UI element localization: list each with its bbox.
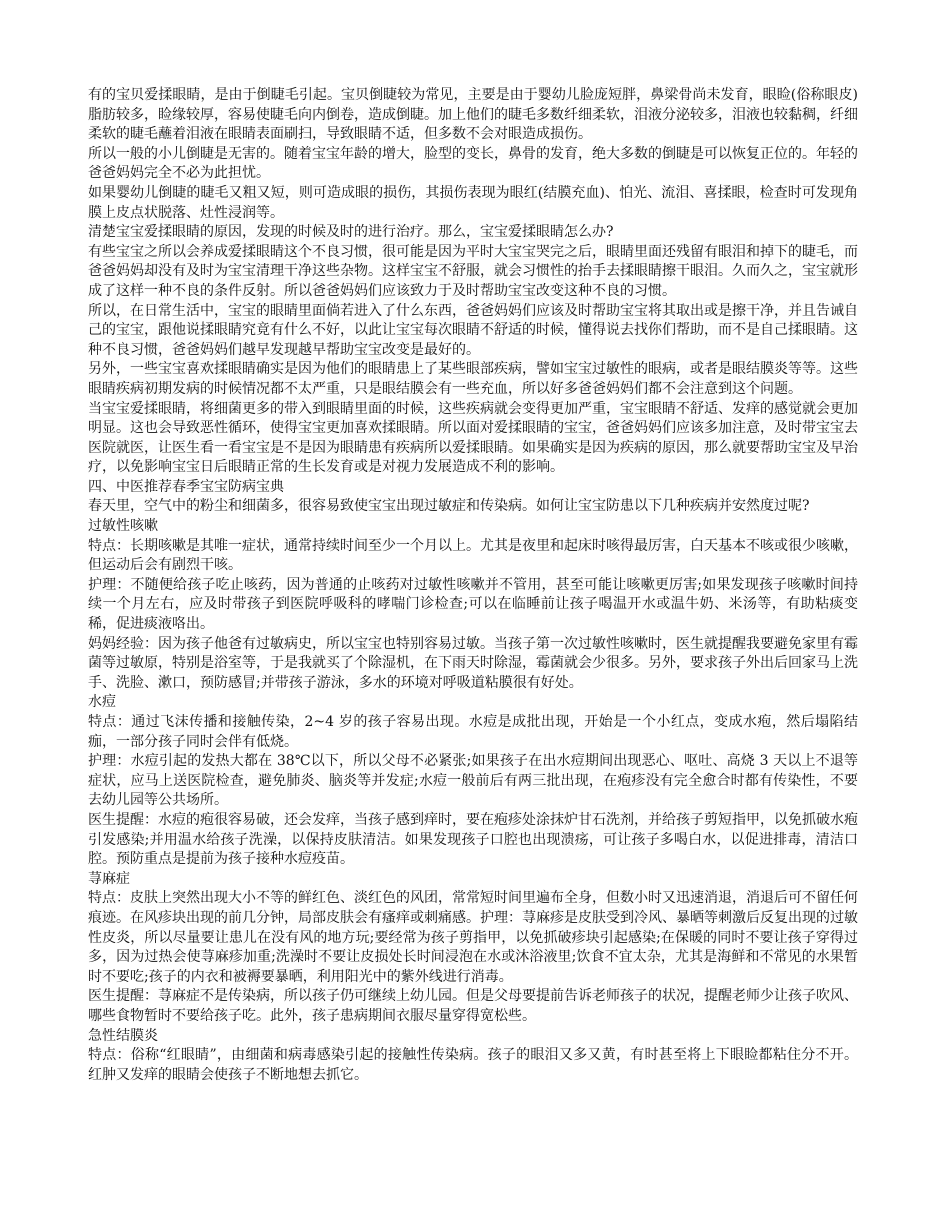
subheading-conjunctivitis: 急性结膜炎 [88,1027,158,1044]
paragraph-daily-life: 所以，在日常生活中，宝宝的眼睛里面倘若进入了什么东西，爸爸妈妈们应该及时帮助宝宝将其取出或是擦干净，并且告诫自己的宝宝，跟他说揉眼睛究竟有什么不好，以此让宝宝每次眼睛不舒适的时候，懂得说去找你们帮助，而不是自己揉眼睛。这种不良习惯，爸爸妈妈们越早发现越早帮助宝宝改变是最好的。 [88,302,858,358]
paragraph-chickenpox-doctor: 医生提醒：水痘的疱很容易破，还会发痒，当孩子感到痒时，要在疱疹处涂抹炉甘石洗剂，并给孩子剪短指甲，以免抓破水疱引发感染;并用温水给孩子洗澡，以保持皮肤清洁。如果发现孩子口腔也出现溃疡，可让孩子多喝白水，以促进排毒，清洁口腔。预防重点是提前为孩子接种水痘疫苗。 [88,811,858,868]
subheading-chickenpox: 水痘 [88,694,116,711]
paragraph-chickenpox-care: 护理：水痘引起的发热大都在 38℃以下，所以父母不必紧张;如果孩子在出水痘期间出现恶心、呕吐、高烧 3 天以上不退等症状，应马上送医院检查，避免肺炎、脑炎等并发症;水痘一般前后有两三批出现，在疱疹没有完全愈合时都有传染性，不要去幼儿园等公共场所。 [88,753,858,809]
paragraph-inverted-eyelash-damage: 如果婴幼儿倒睫的睫毛又粗又短，则可造成眼的损伤，其损伤表现为眼红(结膜充血)、怕光、流泪、喜揉眼，检查时可发现角膜上皮点状脱落、灶性浸润等。 [88,184,858,221]
paragraph-urticaria-doctor: 医生提醒：荨麻症不是传染病，所以孩子仍可继续上幼儿园。但是父母要提前告诉老师孩子的状况，提醒老师少让孩子吹风、哪些食物暂时不要给孩子吃。此外，孩子患病期间衣服尽量穿得宽松些。 [88,988,858,1024]
paragraph-vicious-cycle: 当宝宝爱揉眼睛，将细菌更多的带入到眼睛里面的时候，这些疾病就会变得更加严重，宝宝眼睛不舒适、发痒的感觉就会更加明显。这也会导致恶性循环，使得宝宝更加喜欢揉眼睛。所以面对爱揉眼睛的宝宝，爸爸妈妈们应该多加注意，及时带宝宝去医院就医，让医生看一看宝宝是不是因为眼睛患有疾病所以爱揉眼睛。如果确实是因为疾病的原因，那么就要帮助宝宝及早治疗，以免影响宝宝日后眼睛正常的生长发育或是对视力发展造成不利的影响。 [88,400,858,476]
paragraph-cough-features: 特点：长期咳嗽是其唯一症状，通常持续时间至少一个月以上。尤其是夜里和起床时咳得最厉害，白天基本不咳或很少咳嗽，但运动后会有剧烈干咳。 [88,537,858,574]
section-heading-spring-guide: 四、中医推荐春季宝宝防病宝典 [88,478,284,495]
paragraph-conjunctivitis-features: 特点：俗称“红眼睛”，由细菌和病毒感染引起的接触性传染病。孩子的眼泪又多又黄，有时甚至将上下眼睑都粘住分不开。红肿又发痒的眼睛会使孩子不断地想去抓它。 [88,1047,858,1083]
paragraph-what-to-do: 清楚宝宝爱揉眼睛的原因，发现的时候及时的进行治疗。那么，宝宝爱揉眼睛怎么办? [88,224,614,241]
paragraph-inverted-eyelash-cause: 有的宝贝爱揉眼睛，是由于倒睫毛引起。宝贝倒睫较为常见，主要是由于婴幼儿脸庞短胖，鼻梁骨尚未发育，眼睑(俗称眼皮)脂肪较多，睑缘较厚，容易使睫毛向内倒卷，造成倒睫。加上他们的睫毛多数纤细柔软，泪液分泌较多，泪液也较黏稠，纤细柔软的睫毛蘸着泪液在眼睛表面刷扫，导致眼睛不适，但多数不会对眼造成损伤。 [88,87,858,143]
paragraph-bad-habit: 有些宝宝之所以会养成爱揉眼睛这个不良习惯，很可能是因为平时大宝宝哭完之后，眼睛里面还残留有眼泪和掉下的睫毛，而爸爸妈妈却没有及时为宝宝清理干净这些杂物。这样宝宝不舒服，就会习惯性的抬手去揉眼睛擦干眼泪。久而久之，宝宝就形成了这样一种不良的条件反射。所以爸爸妈妈们应该致力于及时帮助宝宝改变这种不良的习惯。 [88,243,858,299]
paragraph-eye-disease: 另外，一些宝宝喜欢揉眼睛确实是因为他们的眼睛患上了某些眼部疾病，譬如宝宝过敏性的眼病，或者是眼结膜炎等等。这些眼睛疾病初期发病的时候情况都不太严重，只是眼结膜会有一些充血，所以好多爸爸妈妈们都不会注意到这个问题。 [88,361,858,397]
paragraph-cough-care: 护理：不随便给孩子吃止咳药，因为普通的止咳药对过敏性咳嗽并不管用，甚至可能让咳嗽更厉害;如果发现孩子咳嗽时间持续一个月左右，应及时带孩子到医院呼吸科的哮喘门诊检查;可以在临睡前让孩子喝温开水或温牛奶、米汤等，有助粘痰变稀，促进痰液咯出。 [88,576,858,633]
paragraph-spring-intro: 春天里，空气中的粉尘和细菌多，很容易致使宝宝出现过敏症和传染病。如何让宝宝防患以下几种疾病并安然度过呢? [88,498,810,515]
paragraph-chickenpox-features: 特点：通过飞沫传播和接触传染，2~4 岁的孩子容易出现。水痘是成批出现，开始是一个小红点，变成水疱，然后塌陷结痂，一部分孩子同时会伴有低烧。 [88,714,858,750]
paragraph-cough-mom-experience: 妈妈经验：因为孩子他爸有过敏病史，所以宝宝也特别容易过敏。当孩子第一次过敏性咳嗽时，医生就提醒我要避免家里有霉菌等过敏原，特别是浴室等，于是我就买了个除湿机，在下雨天时除湿，霉菌就会少很多。另外，要求孩子外出后回家马上洗手、洗脸、漱口，预防感冒;并带孩子游泳，多水的环境对呼吸道粘膜很有好处。 [88,635,858,691]
paragraph-inverted-eyelash-harmless: 所以一般的小儿倒睫是无害的。随着宝宝年龄的增大，脸型的变长，鼻骨的发育，绝大多数的倒睫是可以恢复正位的。年轻的爸爸妈妈完全不必为此担忧。 [88,145,858,182]
paragraph-urticaria-features: 特点：皮肤上突然出现大小不等的鲜红色、淡红色的风团，常常短时间里遍布全身，但数小时又迅速消退，消退后可不留任何痕迹。在风疹块出现的前几分钟，局部皮肤会有瘙痒或刺痛感。护理：荨麻疹是皮肤受到冷风、暴晒等刺激后反复出现的过敏性皮炎，所以尽量要让患儿在没有风的地方玩;要经常为孩子剪指甲，以免抓破疹块引起感染;在保暖的同时不要让孩子穿得过多，因为过热会使荨麻疹加重;洗澡时不要让皮损处长时间浸泡在水或沐浴液里;饮食不宜太杂，尤其是海鲜和不常见的水果暂时不要吃;孩子的内衣和被褥要暴晒，利用阳光中的紫外线进行消毒。 [88,890,858,985]
subheading-urticaria: 荨麻症 [88,870,130,887]
document-page [88,86,858,1085]
subheading-allergic-cough: 过敏性咳嗽 [88,518,158,535]
